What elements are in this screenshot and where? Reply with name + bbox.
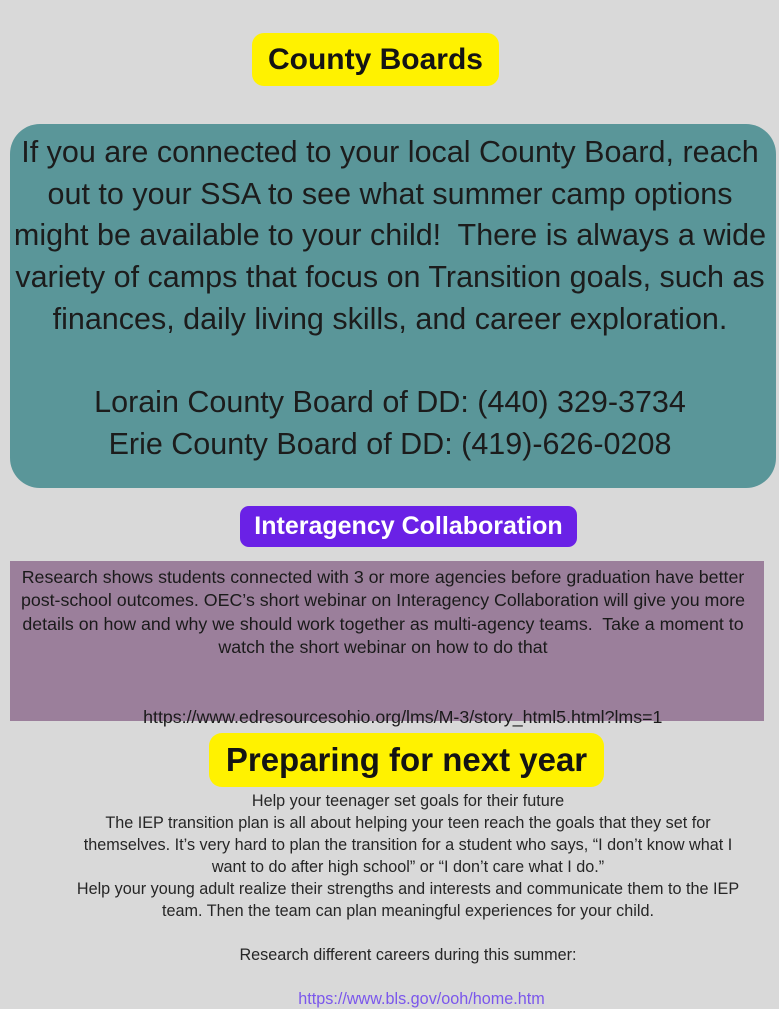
- interagency-text: [10, 566, 756, 727]
- county-boards-text-line: If you are connected to your local County Board, reach: [21, 135, 759, 169]
- preparing-text-line: Help your young adult realize their strengths and interests and communicate them to the IEP: [76, 880, 740, 898]
- blank-line: [10, 340, 770, 382]
- preparing-text-line: want to do after high school” or “I don’t care what I do.”: [211, 858, 605, 876]
- interagency-text-line: Research shows students connected with 3 or more agencies before graduation have better: [21, 567, 745, 587]
- preparing-next-year-heading: Preparing for next year: [209, 733, 604, 787]
- interagency-webinar-link[interactable]: https://www.edresourcesohio.org/lms/M-3/story_html5.html?lms=1: [143, 706, 663, 727]
- preparing-text: [40, 790, 776, 1008]
- interagency-text-line: post-school outcomes. OEC’s short webinar on Interagency Collaboration will give you more: [20, 590, 746, 611]
- lorain-county-contact: Lorain County Board of DD: (440) 329-3734: [94, 385, 686, 420]
- interagency-collaboration-heading: Interagency Collaboration: [240, 506, 577, 547]
- county-boards-text-line: finances, daily living skills, and career exploration.: [52, 301, 728, 336]
- interagency-panel: [10, 561, 764, 727]
- county-boards-heading: County Boards: [252, 33, 499, 86]
- blank-line: [10, 659, 756, 682]
- county-boards-text: [10, 132, 770, 466]
- preparing-text-line: Help your teenager set goals for their future: [251, 792, 565, 810]
- bls-careers-link[interactable]: https://www.bls.gov/ooh/home.htm: [298, 990, 545, 1008]
- blank-line: [40, 922, 776, 944]
- county-boards-text-line: might be available to your child! There is always a wide: [13, 218, 767, 253]
- preparing-text-line: The IEP transition plan is all about helping your teen reach the goals that they set for: [105, 814, 711, 832]
- preparing-text-line: themselves. It’s very hard to plan the transition for a student who says, “I don’t know what I: [83, 836, 733, 854]
- careers-link-row: [40, 966, 776, 1008]
- erie-county-contact: Erie County Board of DD: (419)-626-0208: [108, 426, 672, 461]
- county-boards-text-line: variety of camps that focus on Transition goals, such as: [15, 260, 765, 295]
- interagency-url-row: [10, 682, 756, 727]
- county-boards-text-line: out to your SSA to see what summer camp options: [47, 176, 733, 211]
- interagency-text-line: details on how and why we should work together as multi-agency teams. Take a moment to: [22, 613, 744, 634]
- preparing-text-line: team. Then the team can plan meaningful experiences for your child.: [162, 902, 654, 920]
- county-boards-panel: [10, 124, 776, 488]
- careers-research-text: Research different careers during this summer:: [239, 946, 577, 964]
- interagency-text-line: watch the short webinar on how to do that: [218, 636, 548, 657]
